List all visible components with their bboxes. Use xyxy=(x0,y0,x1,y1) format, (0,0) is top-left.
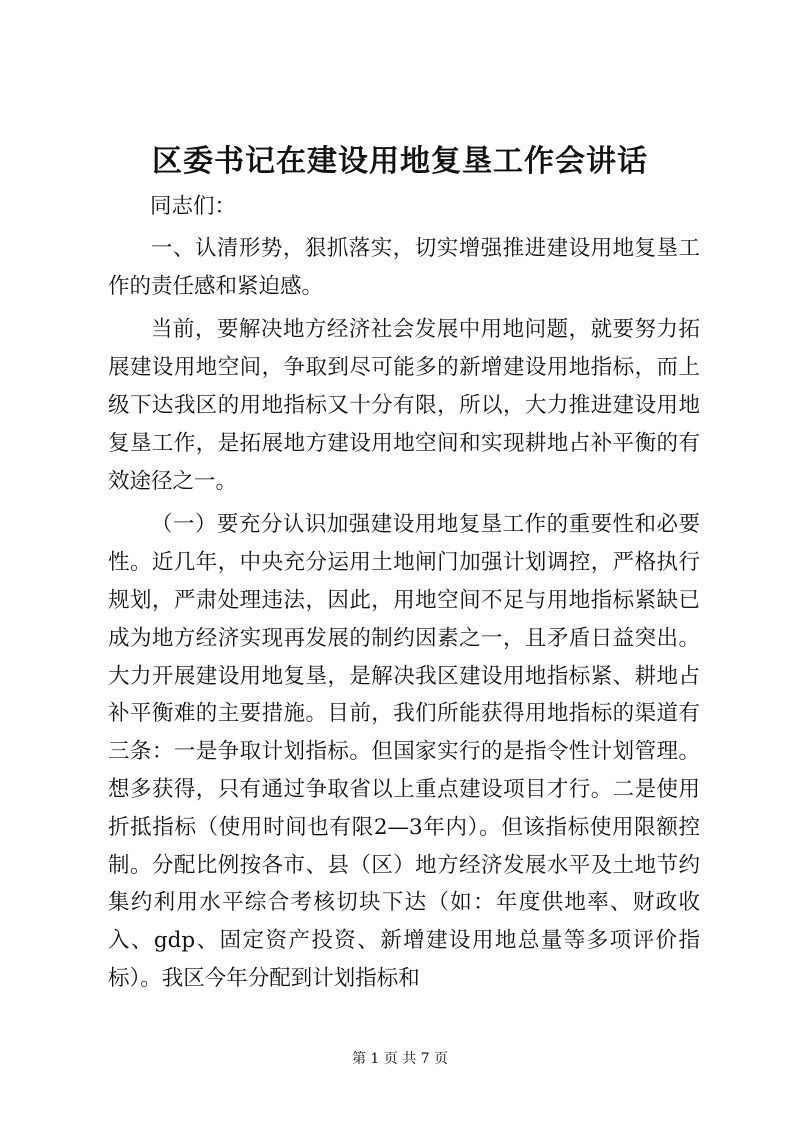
paragraph-importance: （一）要充分认识加强建设用地复垦工作的重要性和必要性。近几年，中央充分运用土地闸门加强计划调控，严格执行规划，严肃处理违法，因此，用地空间不足与用地指标紧缺已成为地方经济实现再发展的制约因素之一，且矛盾日益突出。大力开展建设用地复垦，是解决我区建设用地指标紧、耕地占补平衡难的主要措施。目前，我们所能获得用地指标的渠道有三条：一是争取计划指标。但国家实行的是指令性计划管理。想多获得，只有通过争取省以上重点建设项目才行。二是使用折抵指标（使用时间也有限2—3年内）。但该指标使用限额控制。分配比例按各市、县（区）地方经济发展水平及土地节约集约利用水平综合考核切块下达（如：年度供地率、财政收入、gdp、固定资产投资、新增建设用地总量等多项评价指标）。我区今年分配到计划指标和 xyxy=(108,512,700,991)
document-body xyxy=(108,188,700,998)
salutation: 同志们： xyxy=(150,194,237,219)
page-number-footer: 第 1 页 共 7 页 xyxy=(351,1051,449,1067)
paragraph-current-situation: 当前，要解决地方经济社会发展中用地问题，就要努力拓展建设用地空间，争取到尽可能多的新增建设用地指标，而上级下达我区的用地指标又十分有限，所以，大力推进建设用地复垦工作，是拓展地方建设用地空间和实现耕地占补平衡的有效途径之一。 xyxy=(108,317,700,494)
document-title: 区委书记在建设用地复垦工作会讲话 xyxy=(152,144,648,179)
paragraph-section-heading: 一、认清形势，狠抓落实，切实增强推进建设用地复垦工作的责任感和紧迫感。 xyxy=(108,235,700,299)
